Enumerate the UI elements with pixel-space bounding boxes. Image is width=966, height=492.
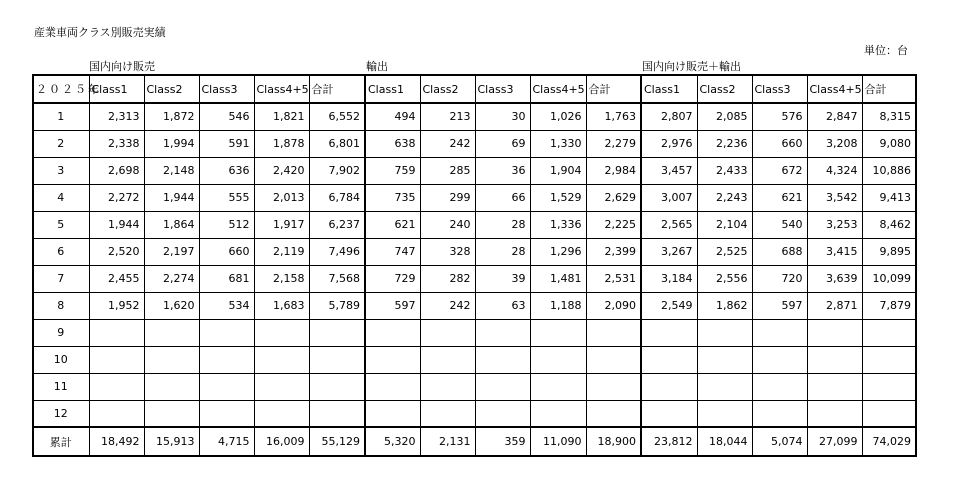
column-header-domestic: Class1 — [89, 75, 144, 103]
table-row — [33, 346, 916, 373]
value-cell-domestic — [89, 373, 144, 400]
value-cell-export — [586, 319, 641, 346]
value-cell-combined: 10,886 — [862, 157, 916, 184]
value-cell-export: 1,904 — [530, 157, 586, 184]
total-cell-combined: 74,029 — [862, 427, 916, 456]
value-cell-domestic: 591 — [199, 130, 254, 157]
value-cell-domestic: 546 — [199, 103, 254, 130]
total-cell-export: 2,131 — [420, 427, 475, 456]
column-header-combined: Class2 — [697, 75, 752, 103]
value-cell-domestic — [309, 346, 365, 373]
value-cell-combined: 4,324 — [807, 157, 862, 184]
value-cell-combined — [641, 400, 697, 427]
month-label: 2 — [33, 130, 89, 157]
value-cell-export: 1,026 — [530, 103, 586, 130]
value-cell-domestic — [254, 319, 309, 346]
total-row — [33, 427, 916, 456]
value-cell-export — [475, 373, 530, 400]
value-cell-export: 1,296 — [530, 238, 586, 265]
value-cell-combined: 576 — [752, 103, 807, 130]
value-cell-combined: 3,415 — [807, 238, 862, 265]
value-cell-export: 2,399 — [586, 238, 641, 265]
value-cell-export — [530, 400, 586, 427]
value-cell-export: 242 — [420, 292, 475, 319]
table-row — [33, 292, 916, 319]
column-header-combined: Class1 — [641, 75, 697, 103]
value-cell-domestic: 2,119 — [254, 238, 309, 265]
value-cell-export: 36 — [475, 157, 530, 184]
total-cell-export: 18,900 — [586, 427, 641, 456]
value-cell-domestic: 1,944 — [89, 211, 144, 238]
column-header-export: Class1 — [365, 75, 420, 103]
value-cell-domestic: 636 — [199, 157, 254, 184]
value-cell-export: 213 — [420, 103, 475, 130]
value-cell-combined: 10,099 — [862, 265, 916, 292]
value-cell-domestic — [144, 346, 199, 373]
value-cell-combined: 3,208 — [807, 130, 862, 157]
month-label: 7 — [33, 265, 89, 292]
value-cell-domestic — [144, 319, 199, 346]
value-cell-combined: 1,862 — [697, 292, 752, 319]
value-cell-domestic: 5,789 — [309, 292, 365, 319]
value-cell-combined — [807, 373, 862, 400]
value-cell-export: 735 — [365, 184, 420, 211]
value-cell-domestic: 1,821 — [254, 103, 309, 130]
month-label: 1 — [33, 103, 89, 130]
value-cell-domestic — [144, 373, 199, 400]
column-header-domestic: Class2 — [144, 75, 199, 103]
table-row — [33, 265, 916, 292]
value-cell-export: 1,481 — [530, 265, 586, 292]
total-cell-combined: 18,044 — [697, 427, 752, 456]
value-cell-export: 2,279 — [586, 130, 641, 157]
value-cell-domestic: 2,197 — [144, 238, 199, 265]
header-row — [33, 75, 916, 103]
value-cell-combined — [807, 319, 862, 346]
value-cell-domestic: 512 — [199, 211, 254, 238]
total-cell-export: 359 — [475, 427, 530, 456]
month-label: 10 — [33, 346, 89, 373]
value-cell-export — [530, 346, 586, 373]
value-cell-combined: 2,236 — [697, 130, 752, 157]
total-cell-export: 5,320 — [365, 427, 420, 456]
value-cell-domestic: 6,784 — [309, 184, 365, 211]
value-cell-domestic — [254, 373, 309, 400]
total-cell-combined: 5,074 — [752, 427, 807, 456]
value-cell-combined: 8,315 — [862, 103, 916, 130]
month-label: 12 — [33, 400, 89, 427]
value-cell-combined: 672 — [752, 157, 807, 184]
table-row — [33, 211, 916, 238]
value-cell-export: 63 — [475, 292, 530, 319]
value-cell-export: 597 — [365, 292, 420, 319]
value-cell-domestic: 2,520 — [89, 238, 144, 265]
value-cell-domestic — [199, 346, 254, 373]
column-header-domestic: 合計 — [309, 75, 365, 103]
value-cell-export: 621 — [365, 211, 420, 238]
value-cell-export: 2,984 — [586, 157, 641, 184]
value-cell-combined: 2,433 — [697, 157, 752, 184]
value-cell-export: 729 — [365, 265, 420, 292]
value-cell-combined — [862, 373, 916, 400]
value-cell-combined: 3,542 — [807, 184, 862, 211]
value-cell-export — [365, 400, 420, 427]
value-cell-combined: 660 — [752, 130, 807, 157]
value-cell-domestic — [199, 400, 254, 427]
table-row — [33, 103, 916, 130]
column-header-export: 合計 — [586, 75, 641, 103]
value-cell-export: 69 — [475, 130, 530, 157]
value-cell-domestic — [199, 373, 254, 400]
column-header-combined: Class3 — [752, 75, 807, 103]
unit-label: 単位：台 — [864, 44, 908, 57]
total-cell-domestic: 18,492 — [89, 427, 144, 456]
value-cell-export: 2,531 — [586, 265, 641, 292]
value-cell-export: 2,629 — [586, 184, 641, 211]
year-header: ２０２５年 — [33, 75, 89, 103]
sales-table — [32, 74, 917, 457]
page-title: 産業車両クラス別販売実績 — [34, 26, 166, 39]
value-cell-domestic: 2,455 — [89, 265, 144, 292]
value-cell-domestic: 1,878 — [254, 130, 309, 157]
table-row — [33, 157, 916, 184]
value-cell-combined: 3,007 — [641, 184, 697, 211]
value-cell-combined: 540 — [752, 211, 807, 238]
table-row — [33, 400, 916, 427]
value-cell-domestic — [144, 400, 199, 427]
value-cell-export: 638 — [365, 130, 420, 157]
value-cell-export: 28 — [475, 238, 530, 265]
value-cell-export — [586, 346, 641, 373]
value-cell-combined: 2,556 — [697, 265, 752, 292]
section-export-label: 輸出 — [366, 60, 388, 73]
total-label: 累計 — [33, 427, 89, 456]
value-cell-domestic: 2,274 — [144, 265, 199, 292]
value-cell-export: 1,330 — [530, 130, 586, 157]
value-cell-domestic: 6,237 — [309, 211, 365, 238]
value-cell-combined: 3,267 — [641, 238, 697, 265]
month-label: 3 — [33, 157, 89, 184]
column-header-domestic: Class4+5 — [254, 75, 309, 103]
value-cell-domestic: 681 — [199, 265, 254, 292]
value-cell-domestic: 2,313 — [89, 103, 144, 130]
value-cell-combined: 3,253 — [807, 211, 862, 238]
value-cell-export: 328 — [420, 238, 475, 265]
value-cell-domestic — [254, 400, 309, 427]
total-cell-export: 11,090 — [530, 427, 586, 456]
value-cell-domestic: 1,994 — [144, 130, 199, 157]
value-cell-domestic: 1,944 — [144, 184, 199, 211]
value-cell-export — [475, 400, 530, 427]
value-cell-domestic: 555 — [199, 184, 254, 211]
value-cell-export: 66 — [475, 184, 530, 211]
value-cell-combined: 2,243 — [697, 184, 752, 211]
value-cell-export — [530, 373, 586, 400]
value-cell-combined — [807, 346, 862, 373]
value-cell-combined: 2,847 — [807, 103, 862, 130]
value-cell-combined — [862, 400, 916, 427]
value-cell-domestic: 1,620 — [144, 292, 199, 319]
value-cell-combined: 7,879 — [862, 292, 916, 319]
value-cell-domestic: 1,683 — [254, 292, 309, 319]
section-combined-label: 国内向け販売＋輸出 — [642, 60, 741, 73]
value-cell-export: 299 — [420, 184, 475, 211]
value-cell-export — [420, 319, 475, 346]
value-cell-combined: 2,565 — [641, 211, 697, 238]
month-label: 6 — [33, 238, 89, 265]
value-cell-combined — [697, 319, 752, 346]
table-body — [33, 75, 916, 456]
value-cell-export: 2,090 — [586, 292, 641, 319]
value-cell-domestic — [254, 346, 309, 373]
value-cell-export — [530, 319, 586, 346]
value-cell-export — [475, 346, 530, 373]
table-row — [33, 184, 916, 211]
value-cell-export: 2,225 — [586, 211, 641, 238]
month-label: 5 — [33, 211, 89, 238]
value-cell-domestic: 534 — [199, 292, 254, 319]
value-cell-combined: 597 — [752, 292, 807, 319]
table-row — [33, 130, 916, 157]
value-cell-domestic — [199, 319, 254, 346]
value-cell-domestic: 7,568 — [309, 265, 365, 292]
value-cell-combined: 621 — [752, 184, 807, 211]
value-cell-export: 30 — [475, 103, 530, 130]
value-cell-domestic: 6,552 — [309, 103, 365, 130]
month-label: 11 — [33, 373, 89, 400]
value-cell-domestic: 7,496 — [309, 238, 365, 265]
value-cell-combined — [862, 319, 916, 346]
value-cell-export: 28 — [475, 211, 530, 238]
section-domestic-label: 国内向け販売 — [89, 60, 155, 73]
value-cell-domestic: 1,952 — [89, 292, 144, 319]
value-cell-combined — [641, 319, 697, 346]
total-cell-domestic: 15,913 — [144, 427, 199, 456]
value-cell-combined: 3,457 — [641, 157, 697, 184]
value-cell-combined: 2,871 — [807, 292, 862, 319]
total-cell-domestic: 16,009 — [254, 427, 309, 456]
value-cell-combined — [641, 346, 697, 373]
value-cell-combined: 720 — [752, 265, 807, 292]
value-cell-domestic — [89, 400, 144, 427]
month-label: 4 — [33, 184, 89, 211]
value-cell-domestic — [309, 400, 365, 427]
total-cell-domestic: 4,715 — [199, 427, 254, 456]
value-cell-domestic: 660 — [199, 238, 254, 265]
value-cell-export: 1,336 — [530, 211, 586, 238]
column-header-export: Class4+5 — [530, 75, 586, 103]
value-cell-domestic: 2,013 — [254, 184, 309, 211]
value-cell-domestic — [89, 319, 144, 346]
value-cell-export — [586, 400, 641, 427]
value-cell-domestic: 2,158 — [254, 265, 309, 292]
total-cell-domestic: 55,129 — [309, 427, 365, 456]
month-label: 9 — [33, 319, 89, 346]
value-cell-combined: 3,639 — [807, 265, 862, 292]
value-cell-domestic — [309, 373, 365, 400]
value-cell-combined — [752, 400, 807, 427]
total-cell-combined: 27,099 — [807, 427, 862, 456]
value-cell-combined: 2,104 — [697, 211, 752, 238]
value-cell-combined: 9,895 — [862, 238, 916, 265]
value-cell-export: 1,529 — [530, 184, 586, 211]
table-row — [33, 319, 916, 346]
value-cell-combined: 8,462 — [862, 211, 916, 238]
value-cell-export — [586, 373, 641, 400]
value-cell-domestic: 2,338 — [89, 130, 144, 157]
column-header-domestic: Class3 — [199, 75, 254, 103]
value-cell-domestic: 6,801 — [309, 130, 365, 157]
value-cell-export — [420, 400, 475, 427]
column-header-export: Class3 — [475, 75, 530, 103]
value-cell-domestic: 7,902 — [309, 157, 365, 184]
value-cell-combined: 2,085 — [697, 103, 752, 130]
value-cell-export: 39 — [475, 265, 530, 292]
value-cell-combined — [697, 373, 752, 400]
value-cell-export — [365, 319, 420, 346]
value-cell-combined — [807, 400, 862, 427]
value-cell-export: 285 — [420, 157, 475, 184]
value-cell-combined — [641, 373, 697, 400]
value-cell-export: 242 — [420, 130, 475, 157]
value-cell-combined: 2,807 — [641, 103, 697, 130]
value-cell-domestic: 2,148 — [144, 157, 199, 184]
value-cell-domestic — [89, 346, 144, 373]
value-cell-domestic — [309, 319, 365, 346]
column-header-combined: Class4+5 — [807, 75, 862, 103]
value-cell-export — [475, 319, 530, 346]
value-cell-combined — [752, 319, 807, 346]
value-cell-export: 282 — [420, 265, 475, 292]
value-cell-combined: 2,525 — [697, 238, 752, 265]
value-cell-export — [420, 346, 475, 373]
value-cell-domestic: 1,872 — [144, 103, 199, 130]
column-header-combined: 合計 — [862, 75, 916, 103]
value-cell-domestic: 1,864 — [144, 211, 199, 238]
value-cell-export: 494 — [365, 103, 420, 130]
value-cell-combined: 2,976 — [641, 130, 697, 157]
value-cell-combined: 2,549 — [641, 292, 697, 319]
value-cell-domestic: 2,698 — [89, 157, 144, 184]
value-cell-combined: 9,080 — [862, 130, 916, 157]
value-cell-combined: 9,413 — [862, 184, 916, 211]
value-cell-combined — [697, 346, 752, 373]
table-row — [33, 373, 916, 400]
value-cell-combined — [697, 400, 752, 427]
value-cell-export: 1,763 — [586, 103, 641, 130]
value-cell-domestic: 2,420 — [254, 157, 309, 184]
value-cell-export — [365, 373, 420, 400]
value-cell-combined: 688 — [752, 238, 807, 265]
total-cell-combined: 23,812 — [641, 427, 697, 456]
table-row — [33, 238, 916, 265]
value-cell-export: 759 — [365, 157, 420, 184]
value-cell-combined — [752, 373, 807, 400]
value-cell-export: 747 — [365, 238, 420, 265]
value-cell-domestic: 1,917 — [254, 211, 309, 238]
value-cell-combined — [752, 346, 807, 373]
value-cell-domestic: 2,272 — [89, 184, 144, 211]
month-label: 8 — [33, 292, 89, 319]
value-cell-export — [420, 373, 475, 400]
value-cell-combined: 3,184 — [641, 265, 697, 292]
value-cell-export — [365, 346, 420, 373]
value-cell-export: 1,188 — [530, 292, 586, 319]
value-cell-combined — [862, 346, 916, 373]
value-cell-export: 240 — [420, 211, 475, 238]
column-header-export: Class2 — [420, 75, 475, 103]
